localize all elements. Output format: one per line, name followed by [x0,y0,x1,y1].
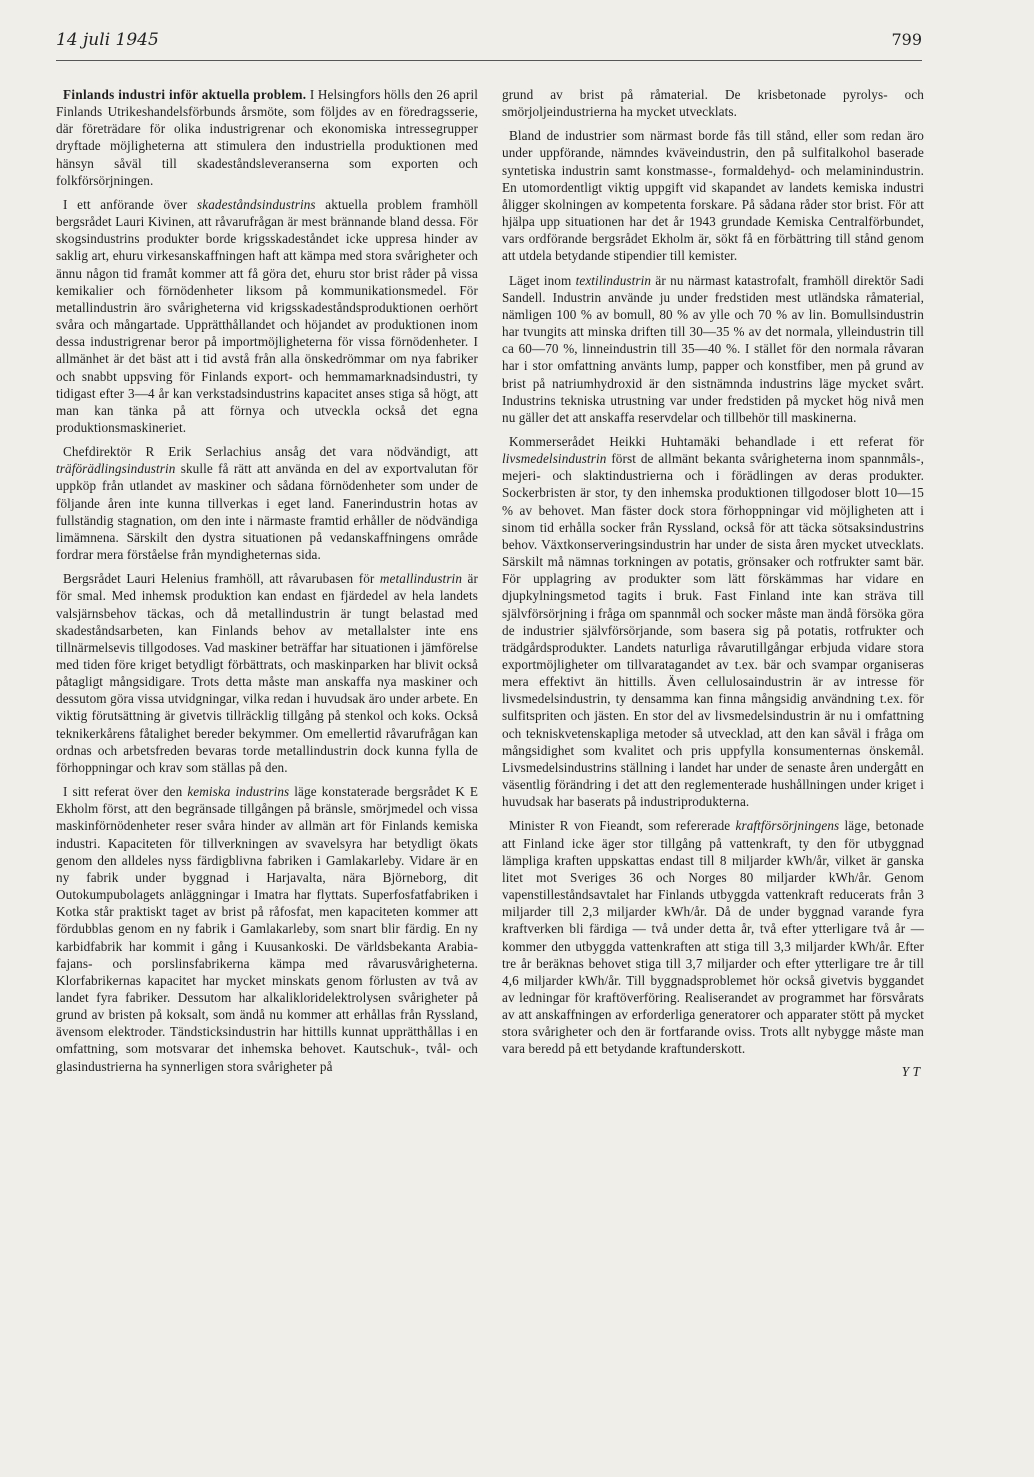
emphasized-term: skadeståndsindustrins [197,196,316,212]
paragraph [502,272,924,426]
text-run: I sitt referat över den [63,784,188,800]
text-run: är nu närmast katastrofalt, framhöll direktör Sadi Sandell. Industrin använde ju under fredstiden mest utländska råmaterial, nämligen 100 % av bomull, 80 % av ylle och 70 % av lin. Bomullsindustrin har tvungits att minska driften till 30—35 % av det normala, ylleindustrin till ca 60—70 %, linneindustrin till 35—40 %. I stället för den normala råvaran har i stor omfattning använts lump, papper och konstfiber, men på grund av brist på natriumhydroxid är den sistnämnda industrins läge mycket svårt. Industrins tekniska utrustning var under fredstiden på mycket hög nivå men nu gäller det att anskaffa reservdelar och tillbehör till maskinerna. [502,272,924,425]
paragraph [56,443,478,563]
text-run: Minister R von Fieandt, som refererade [509,818,736,834]
paragraph [56,86,478,189]
text-run: Läget inom [509,272,576,288]
emphasized-term: metallindustrin [379,571,463,587]
paragraph [56,196,478,436]
text-run: I Helsingfors hölls den 26 april Finlands Utrikeshandelsförbunds årsmöte, som följdes av en föredragsserie, där företrädare för olika industrigrenar och ekonomiska intressegrupper dryftade möjligheterna att stimulera den industriella produktionen med hänsyn såväl till skadeståndsleveranserna som exporten och folkförsörjningen. [56,87,479,188]
emphasized-term: textilindustrin [575,272,652,288]
paragraph [502,817,924,1057]
text-run: Kommerserådet Heikki Huhtamäki behandlade i ett referat för [509,433,924,449]
text-run: grund av brist på råmaterial. De krisbetonade pyrolys- och smörjoljeindustrierna ha mycket utvecklats. [502,87,924,120]
right-column [502,86,924,1080]
article-headline: Finlands industri inför aktuella problem. [63,87,307,102]
text-run: Chefdirektör R Erik Serlachius ansåg det vara nödvändigt, att [63,444,478,460]
text-run: Bergsrådet Lauri Helenius framhöll, att råvarubasen för [63,571,380,587]
text-run: skulle få rätt att använda en del av exportvalutan för uppköp från utlandet av maskiner och sådana förnödenheter som under de följande åren inte kunna tillverkas i eget land. Fanerindustrin hotas av fullständig stagnation, om den inte i närmaste framtid erhåller de nödvändiga limämnena. Särskilt den dystra situationen på vedanskaffningens område fordrar mera förståelse från myndigheternas sida. [56,461,478,563]
emphasized-term: träförädlingsindustrin [56,461,176,477]
text-run: läge konstaterade bergsrådet K E Ekholm först, att den begränsade tillgången på bränsle, smörjmedel och vissa maskinförnödenheter reser svåra hinder av allmän art för Finlands kemiska industri. Kapaciteten för tillverkningen av svavelsyra har betydligt ökats genom den alldeles nyss färdigblivna fabriken i Gamlakarleby. Vidare är en ny fabrik under byggnad i Harjavalta, nära Björneborg, dit Outokumpubolagets anläggningar i Imatra har flyttats. Superfosfatfabriken i Kotka står praktiskt taget av brist på råfosfat, men kapaciteten kommer att fördubblas genom en ny fabrik i Gamlakarleby, som snart blir färdig. En ny karbidfabrik har kommit i gång i Kuusankoski. De världsbekanta Arabia-fajans- och porslinsfabrikerna kämpa med råvarusvårigheterna. Klorfabrikernas kapacitet har mycket minskats genom förlusten av två av landet fyra fabriker. Dessutom har alkalikloridelektrolysen svårigheter på grund av bristen på koksalt, som ändå nu kommer att erhållas från Ryssland, ävensom elektroder. Tändsticksindustrin har hittills kunnat upprätthållas i en omfattning, som motsvarar det inhemska behovet. Kautschuk-, tvål- och glasindustrierna ha synnerligen stora svårigheter på [56,784,478,1074]
emphasized-term: livsmedelsindustrin [502,451,607,467]
author-signature: Y T [901,1063,920,1079]
text-run: I ett anförande över [63,196,198,212]
paragraph [56,783,478,1075]
paragraph [502,127,924,264]
emphasized-term: kemiska industrins [187,784,290,800]
text-run: är för smal. Med inhemsk produktion kan endast en fjärdedel av hela landets valsjärnsbehov täckas, och då metallindustrin är tungt belastad med skadeståndsarbeten, kan Finlands behov av metallalster inte ens tillnärmelsevis tillgodoses. Vad maskiner beträffar har situationen i jämförelse med tiden före kriget betydligt förbättrats, och maskinparken har blivit också påtagligt mångsidigare. Trots detta måste man anskaffa nya maskiner och dessutom göra vissa utvidgningar, vilka redan i huvudsak äro under arbete. En viktig förutsättning är givetvis tillräcklig tillgång på stenkol och koks. Också teknikerkårens fåtalighet bereder bekymmer. Om emellertid råvarufrågan kan ordnas och arbetsfreden bevaras torde metallindustrin dock kunna fylla de förhoppningar och krav som ställas på den. [56,571,478,775]
header-rule [56,60,922,61]
left-column [56,86,478,1082]
text-run: Bland de industrier som närmast borde fås till stånd, eller som redan äro under uppförande, nämndes kväveindustrin, den på sulfitalkohol baserade syntetiska industrin samt konstmasse-, formaldehyd- och melaminindustrin. En utomordentligt viktig uppgift vid skapandet av landets kemiska industri åligger skolningen av kompetenta forskare. På sådana råder stor brist. För att hjälpa upp situationen har det år 1943 grundade Kemiska Centralförbundet, vars ordförande bergsrådet Ekholm är, sökt få en förbättring till stånd genom att utdela betydande stipendier till kemister. [502,128,924,264]
issue-date: 14 juli 1945 [56,30,159,50]
paragraph [502,433,924,810]
text-run: läge, betonade att Finland icke äger stor tillgång på vattenkraft, ty den för utbyggnad lämpliga kraften uppskattas endast till 8 miljarder kWh/år, vilket är ganska litet mot Sveriges 36 och Norges 80 miljarder kWh/år. Genom vapenstilleståndsavtalet har Finlands utbyggda vattenkraft reducerats från 3 miljarder till 2,3 miljarder kWh/år. Då de under byggnad varande fyra kraftverken bli färdiga — två under detta år, två efter ytterligare två år — kommer den utbyggda vattenkraften att stiga till 3,3 miljarder kWh/år. Efter tre år beräknas behovet stiga till 3,7 miljarder och efter ytterligare tre år till 4,6 miljarder kWh/år. Till byggnadsproblemet hör också givetvis byggandet av ledningar för kraftöverföring. Realiserandet av programmet har försvårats av att anskaffningen av erforderliga generatorer och apparater stött på mycket stora svårigheter och den är fortfarande oviss. Trots allt nybygge måste man vara beredd på ett betydande kraftunderskott. [502,818,924,1057]
page-number: 799 [891,30,922,49]
text-run: aktuella problem framhöll bergsrådet Lauri Kivinen, att råvarufrågan är mest brännande bland dessa. För skogsindustrins produkter borde krigsskadeståndet icke uppresa hinder av saklig art, ehuru virkesanskaffningen haft att kämpa med stora svårigheter och ännu någon tid framåt kommer att få göra det, ehuru stor brist råder på vissa kemikalier och förnödenheter liksom på kommunikationsmedel. För metallindustrin äro svårigheterna vid krigsskadeståndsproduktionen oerhört svåra och mångartade. Upprätthållandet och höjandet av produktionen inom dessa industrigrenar beror på importmöjligheterna för vissa förnödenheter. I allmänhet är det bäst att i tid avstå från alla önskedrömmar om nya fabriker och snabbt uppsving för Finlands export- och hemmamarknadsindustri, ty tidigast efter 3—4 år kan verkstadsindustrins kapacitet anses stiga så högt, att man kan tänka på att förnya och utveckla också det egna produktionsmaskineriet. [56,196,478,435]
paragraph [56,570,478,776]
text-run: först de allmänt bekanta svårigheterna inom spannmåls-, mejeri- och slaktindustrierna och i förädlingen av deras produkter. Sockerbristen är stor, ty den inhemska produktionen tillgodoser blott 10—15 % av behovet. Man fäster dock stora förhoppningar vid möjligheten att i sinom tid erhålla socker från Ryssland, också för att täcka sötsaksindustrins behov. Växtkonserveringsindustrin har under de sista åren mycket utvecklats. Särskilt må nämnas torkningen av potatis, grönsaker och rotfrukter samt bär. För upplagring av produkter som lätt förskämmas har vidare en djupkylningsmetod tagits i bruk. Fast Finland inte kan sträva till självförsörjning i fråga om spannmål och socker måste man ändå försöka göra de industrier självförsörjande, som basera sig på potatis, rotfrukter och trädgårdsprodukter. Landets naturliga råvarutillgångar erbjuda vidare stora exportmöjligheter om tillvaratagandet av t.ex. bär och svampar organiseras mera effektivt än hittills. Även cellulosaindustrin är av intresse för livsmedelsindustrin, ty densamma kan finna mångsidig användning t.ex. för sulfitspriten och jästen. En stor del av livsmedelsindustrin är nu i omfattning och tekniskvetenskapliga metoder så utvecklad, att den kan såväl i fråga om mångsidighet som kvalitet och pris uppfylla konsumenternas önskemål. Livsmedelsindustrins ställning i landet har under de senaste åren undergått en väsentlig förändring i det att den reglementerade hushållningen under kriget i huvudsak har baserats på industriprodukterna. [502,451,924,810]
emphasized-term: kraftförsörjningens [735,818,840,834]
paragraph [502,86,924,120]
